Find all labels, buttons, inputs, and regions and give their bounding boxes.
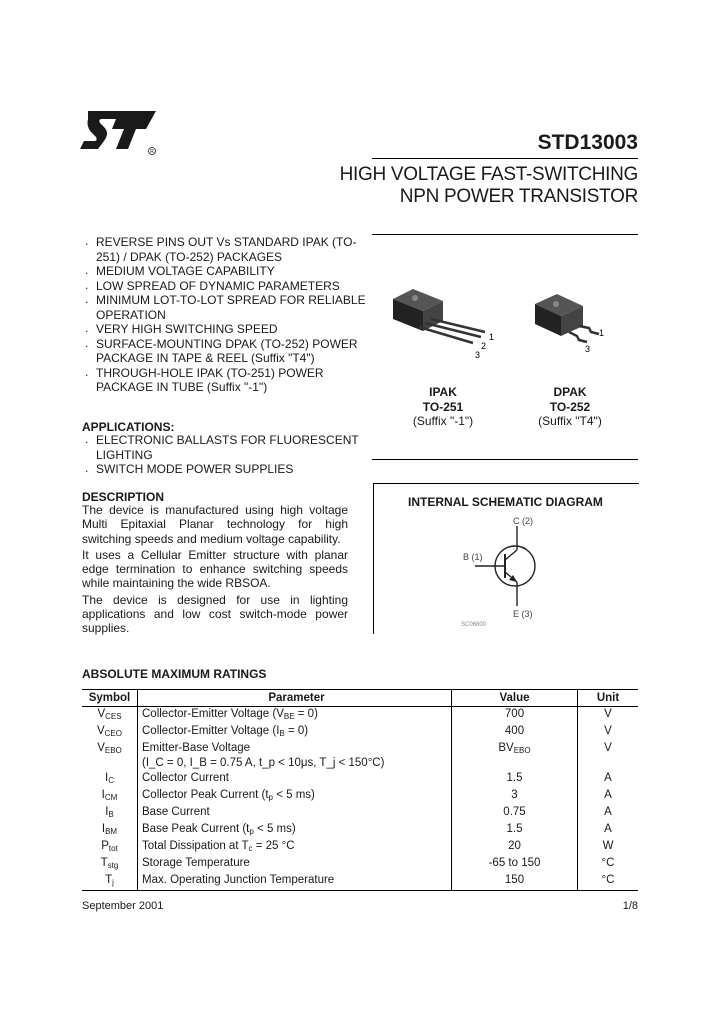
description-heading: DESCRIPTION bbox=[82, 490, 165, 504]
page-number: 1/8 bbox=[622, 900, 638, 912]
dpak-label: DPAK TO-252 (Suffix "T4") bbox=[538, 385, 602, 428]
list-item: . MEDIUM VOLTAGE CAPABILITY bbox=[85, 263, 275, 278]
ipak-pin-1: 1 bbox=[489, 332, 495, 342]
base-label: B (1) bbox=[463, 552, 483, 562]
table-row: $V_{CEO}$ Collector-Emitter Voltage $(I_B = 0)$ 400 V bbox=[82, 724, 638, 741]
ebo-condition: (I_C = 0, I_B = 0.75 A, t_p < 10μs, T_j < 150°C) bbox=[142, 757, 385, 769]
col-symbol: Symbol bbox=[82, 690, 138, 707]
description-text: The device is manufactured using high voltage Multi Epitaxial Planar technology for high switching speeds and medium voltage capability. It uses a Cellular Emitter structure with planar edge termination to enhance switching speeds while maintaining the wide RBSOA. The device is designed for use in lighting applications and low cost switch-mode power supplies. bbox=[82, 503, 348, 636]
list-item: . LOW SPREAD OF DYNAMIC PARAMETERS bbox=[85, 277, 340, 293]
applications-heading: APPLICATIONS: bbox=[82, 420, 175, 434]
table-row: $V_{EBO}$ Emitter-Base Voltage (I_C = 0, I_B = 0.75 A, t_p < 10μs, T_j < 150°C) $BV_{EBO}$ V bbox=[82, 741, 638, 771]
list-item: . SURFACE-MOUNTING DPAK (TO-252) POWER PACKAGE IN TAPE & REEL (Suffix "T4") bbox=[85, 335, 358, 365]
col-unit: Unit bbox=[578, 690, 639, 707]
dpak-pin-1: 1 bbox=[599, 328, 605, 338]
table-row: $I_B$ Base Current 0.75 A bbox=[82, 805, 638, 822]
ratings-table bbox=[82, 689, 638, 891]
list-item: . REVERSE PINS OUT Vs STANDARD IPAK (TO-251) / DPAK (TO-252) PACKAGES bbox=[85, 234, 357, 264]
feature-list bbox=[82, 235, 367, 395]
schematic-ref-code: SC06800 bbox=[461, 622, 487, 628]
collector-label: C (2) bbox=[513, 516, 533, 526]
table-row: $V_{CES}$ Collector-Emitter Voltage $(V_{BE} = 0)$ 700 V bbox=[82, 707, 638, 725]
part-number: STD13003 bbox=[537, 131, 638, 154]
table-row: $P_{tot}$ Total Dissipation at $T_c = 25$ °C 20 W bbox=[82, 839, 638, 856]
section-rule bbox=[372, 234, 638, 235]
table-row: $I_{CM}$ Collector Peak Current ($t_p < 5$ ms) 3 A bbox=[82, 788, 638, 805]
svg-text:R: R bbox=[150, 149, 154, 155]
list-item: . ELECTRONIC BALLASTS FOR FLUORESCENT LIGHTING bbox=[85, 432, 359, 462]
col-value: Value bbox=[452, 690, 578, 707]
table-row: $I_C$ Collector Current 1.5 A bbox=[82, 771, 638, 788]
table-header-row bbox=[82, 690, 638, 707]
table-row: $T_j$ Max. Operating Junction Temperature 150 °C bbox=[82, 873, 638, 891]
table-row: $T_{stg}$ Storage Temperature -65 to 150 °C bbox=[82, 856, 638, 873]
ipak-label: IPAK TO-251 (Suffix "-1") bbox=[412, 385, 474, 428]
ratings-heading: ABSOLUTE MAXIMUM RATINGS bbox=[82, 667, 267, 681]
schematic-title: INTERNAL SCHEMATIC DIAGRAM bbox=[408, 495, 603, 509]
page-title: HIGH VOLTAGE FAST-SWITCHING NPN POWER TRANSISTOR bbox=[339, 164, 638, 207]
applications-list bbox=[82, 433, 367, 477]
ipak-package-image bbox=[385, 285, 500, 360]
dpak-package-image bbox=[527, 290, 622, 360]
table-row: $I_{BM}$ Base Peak Current ($t_p < 5$ ms) 1.5 A bbox=[82, 822, 638, 839]
dpak-pin-3: 3 bbox=[585, 344, 591, 354]
col-parameter: Parameter bbox=[138, 690, 452, 707]
list-item: . THROUGH-HOLE IPAK (TO-251) POWER PACKAGE IN TUBE (Suffix "-1") bbox=[85, 364, 324, 394]
st-logo bbox=[80, 105, 158, 157]
list-item: . SWITCH MODE POWER SUPPLIES bbox=[85, 461, 294, 476]
footer-date: September 2001 bbox=[82, 900, 164, 912]
package-rule bbox=[372, 459, 638, 460]
emitter-label: E (3) bbox=[513, 609, 533, 619]
ipak-pin-2: 2 bbox=[481, 341, 487, 351]
npn-transistor-symbol bbox=[455, 512, 565, 630]
list-item: . VERY HIGH SWITCHING SPEED bbox=[85, 321, 278, 336]
ipak-pin-3: 3 bbox=[475, 350, 481, 360]
list-item: . MINIMUM LOT-TO-LOT SPREAD FOR RELIABLE OPERATION bbox=[85, 292, 366, 322]
header-rule bbox=[372, 158, 638, 159]
